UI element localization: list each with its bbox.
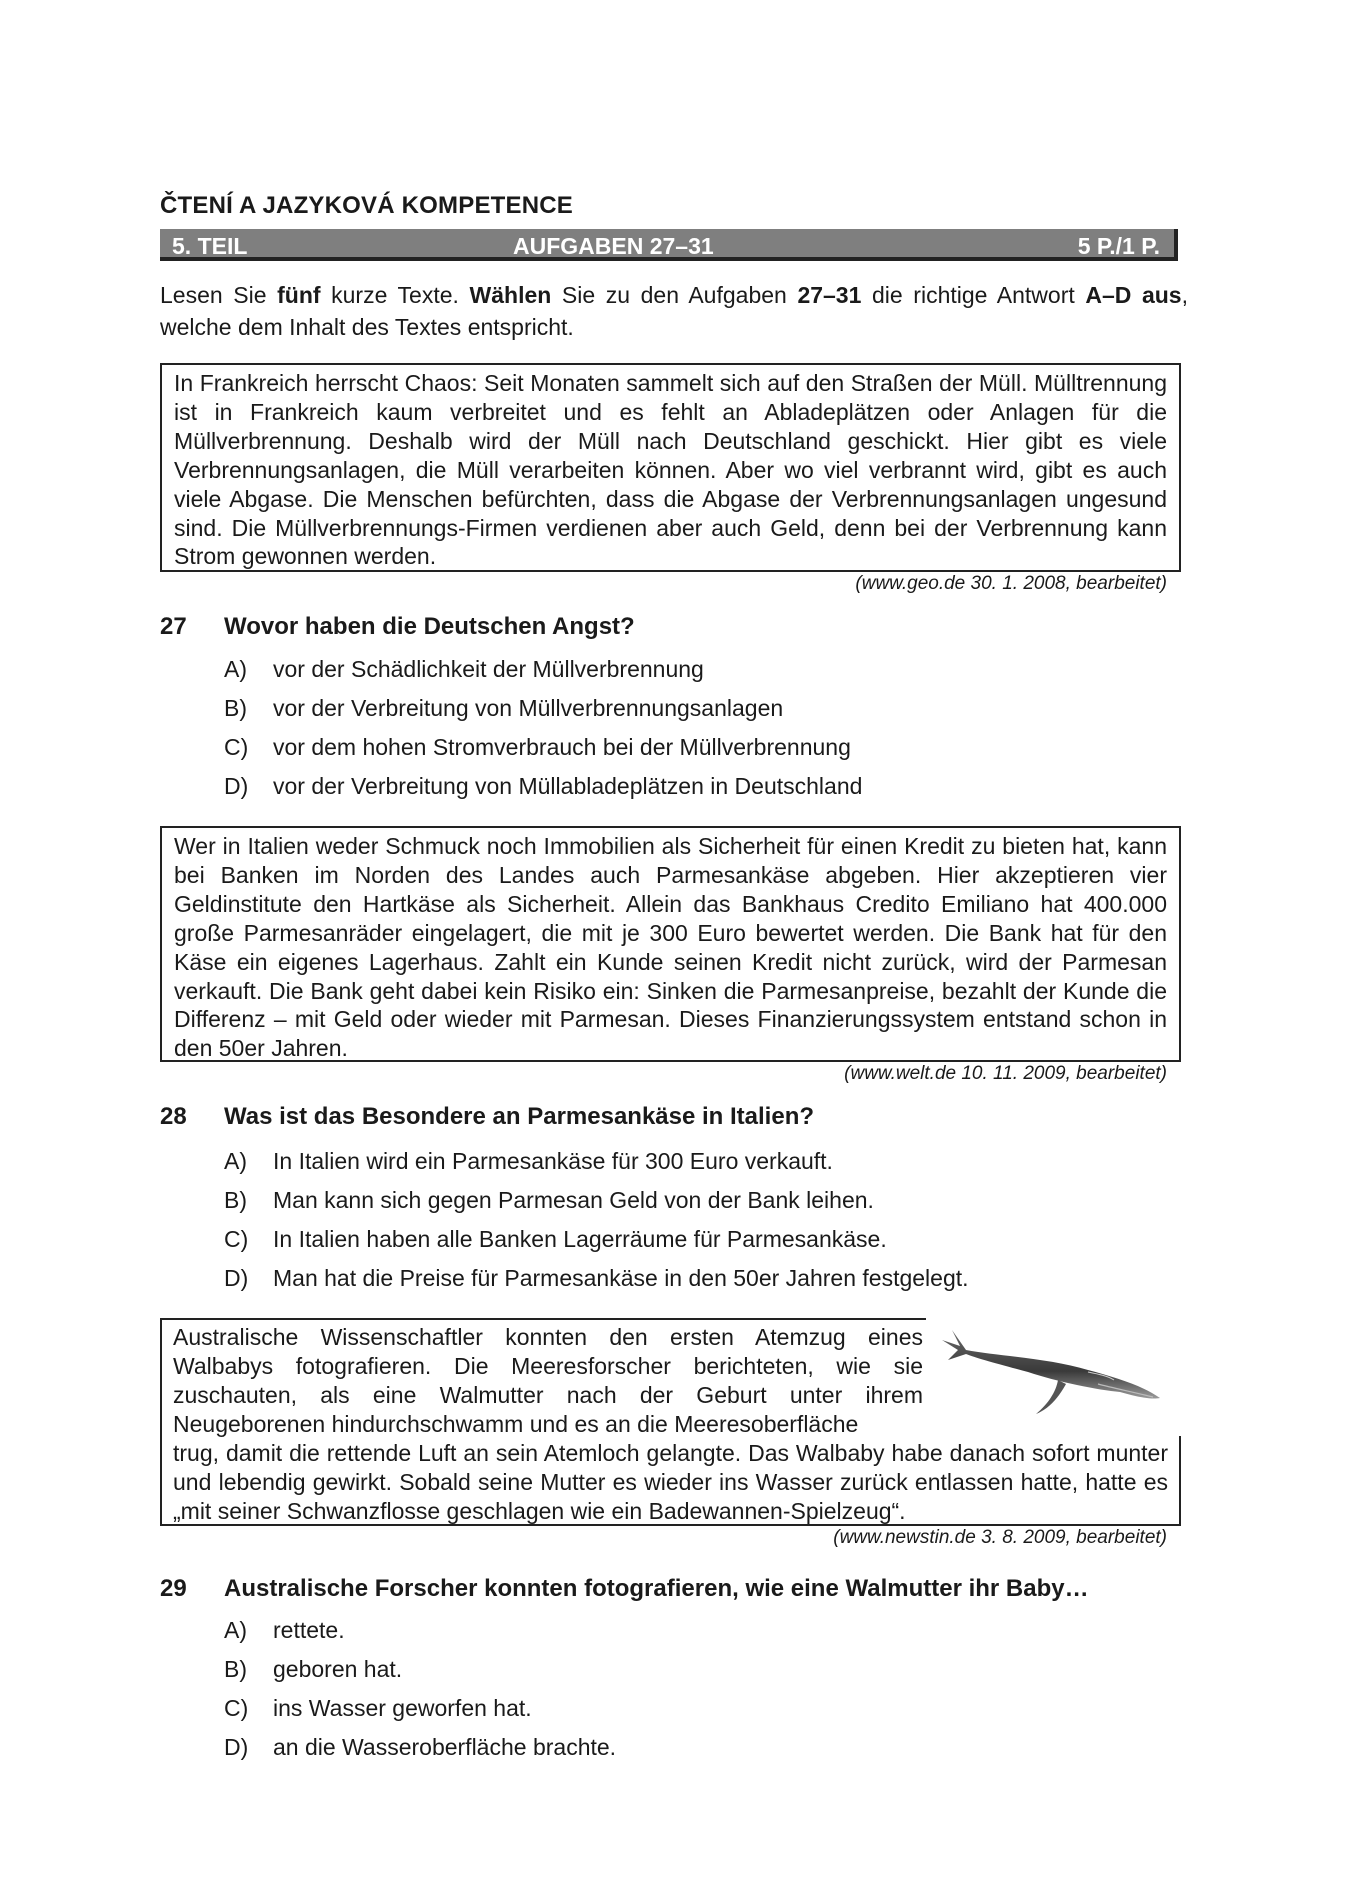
option-letter: C) [224,1695,249,1721]
option-letter: B) [224,1187,247,1213]
option-letter: A) [224,1148,247,1174]
option-letter: A) [224,656,247,682]
instruction-bold: 27–31 [797,282,862,308]
option-letter: D) [224,1265,249,1291]
whale-illustration [938,1320,1168,1420]
instruction-bold: Wählen [469,282,552,308]
instruction-part: Lesen Sie [160,282,278,308]
question-number: 28 [160,1103,187,1130]
question-number: 27 [160,613,187,640]
border-line [1179,1436,1181,1526]
option-letter: B) [224,695,247,721]
border-line [160,1318,162,1526]
option-letter: D) [224,773,249,799]
instruction-part: die richtige Antwort [861,282,1086,308]
reading-text-box: In Frankreich herrscht Chaos: Seit Monaten sammelt sich auf den Straßen der Müll. Mülltrennung ist in Frankreich kaum verbreitet und es fehlt an Abladeplätzen oder Anlagen für die Müllverbrennung. Deshalb wird der Müll nach Deutschland geschickt. Hier gibt es viele Verbrennungsanlagen, die Müll verarbeiten können. Aber wo viel verbrannt wird, gibt es auch viele Abgase. Die Menschen befürchten, dass die Abgase der Verbrennungsanlagen ungesund sind. Die Müllverbrennungs-Firmen verdienen aber auch Geld, denn bei der Verbrennung kann Strom gewonnen werden. [160,363,1181,572]
tasks-label: AUFGABEN 27–31 [513,233,714,259]
option-letter: C) [224,734,249,760]
option-text: In Italien wird ein Parmesankäse für 300 Euro verkauft. [273,1148,833,1174]
part-header-bar [160,229,1178,261]
option-text: Man hat die Preise für Parmesankäse in den 50er Jahren festgelegt. [273,1265,969,1291]
option-text: In Italien haben alle Banken Lagerräume für Parmesankäse. [273,1226,887,1252]
option-letter: B) [224,1656,247,1682]
option-text: geboren hat. [273,1656,403,1682]
question-text: Australische Forscher konnten fotografieren, wie eine Walmutter ihr Baby… [224,1575,1089,1602]
question-text: Wovor haben die Deutschen Angst? [224,613,635,640]
question-text: Was ist das Besondere an Parmesankäse in Italien? [224,1103,815,1130]
border-line [160,1318,926,1320]
whale-text-part2: trug, damit die rettende Luft an sein Atemloch gelangte. Das Walbaby habe danach sofort munter und lebendig gewirkt. Sobald seine Mutter es wieder ins Wasser zurück entlassen hatte, hatte es „mit seiner Schwanzflosse geschlagen wie ein Badewannen-Spielzeug“. [173,1440,1168,1524]
option-text: vor der Schädlichkeit der Müllverbrennung [273,656,704,682]
points-label: 5 P./1 P. [1077,233,1160,259]
instruction-part: kurze Texte. [320,282,470,308]
instruction-part: Sie zu den Aufgaben [551,282,798,308]
option-text: vor der Verbreitung von Müllabladeplätzen in Deutschland [273,773,863,799]
instruction-bold: fünf [277,282,321,308]
option-text: rettete. [273,1617,345,1643]
option-letter: C) [224,1226,249,1252]
option-letter: A) [224,1617,247,1643]
instruction-bold: A–D aus [1085,282,1182,308]
whale-text-part1: Australische Wissenschaftler konnten den ersten Atemzug eines Walbabys fotografieren. Die Meeresforscher berichteten, wie sie zuschauten, als eine Walmutter nach der Geburt unter ihrem Neugeborenen hindurchschwamm und es an die Meeresoberfläche [173,1324,923,1437]
section-title: ČTENÍ A JAZYKOVÁ KOMPETENCE [160,192,573,219]
option-text: vor der Verbreitung von Müllverbrennungsanlagen [273,695,784,721]
text-source: (www.welt.de 10. 11. 2009, bearbeitet) [844,1063,1167,1084]
text-source: (www.newstin.de 3. 8. 2009, bearbeitet) [833,1527,1167,1548]
option-letter: D) [224,1734,249,1760]
instruction-part: , welche dem Inhalt des Textes entspricht. [160,282,1188,340]
question-number: 29 [160,1575,187,1602]
option-text: ins Wasser geworfen hat. [273,1695,532,1721]
option-text: Man kann sich gegen Parmesan Geld von der Bank leihen. [273,1187,874,1213]
part-label: 5. TEIL [172,233,248,259]
reading-text-box: Wer in Italien weder Schmuck noch Immobilien als Sicherheit für einen Kredit zu bieten hat, kann bei Banken im Norden des Landes auch Parmesankäse abgeben. Hier akzeptieren vier Geldinstitute den Hartkäse als Sicherheit. Allein das Bankhaus Credito Emiliano hat 400.000 große Parmesanräder eingelagert, die mit je 300 Euro bewertet werden. Die Bank hat für den Käse ein eigenes Lagerhaus. Zahlt ein Kunde seinen Kredit nicht zurück, wird der Parmesan verkauft. Die Bank geht dabei kein Risiko ein: Sinken die Parmesanpreise, bezahlt der Kunde die Differenz – mit Geld oder wieder mit Parmesan. Dieses Finanzierungssystem entstand schon in den 50er Jahren. [160,826,1181,1062]
instruction-text [160,279,1188,343]
text-source: (www.geo.de 30. 1. 2008, bearbeitet) [855,573,1167,594]
option-text: an die Wasseroberfläche brachte. [273,1734,617,1760]
option-text: vor dem hohen Stromverbrauch bei der Müllverbrennung [273,734,851,760]
